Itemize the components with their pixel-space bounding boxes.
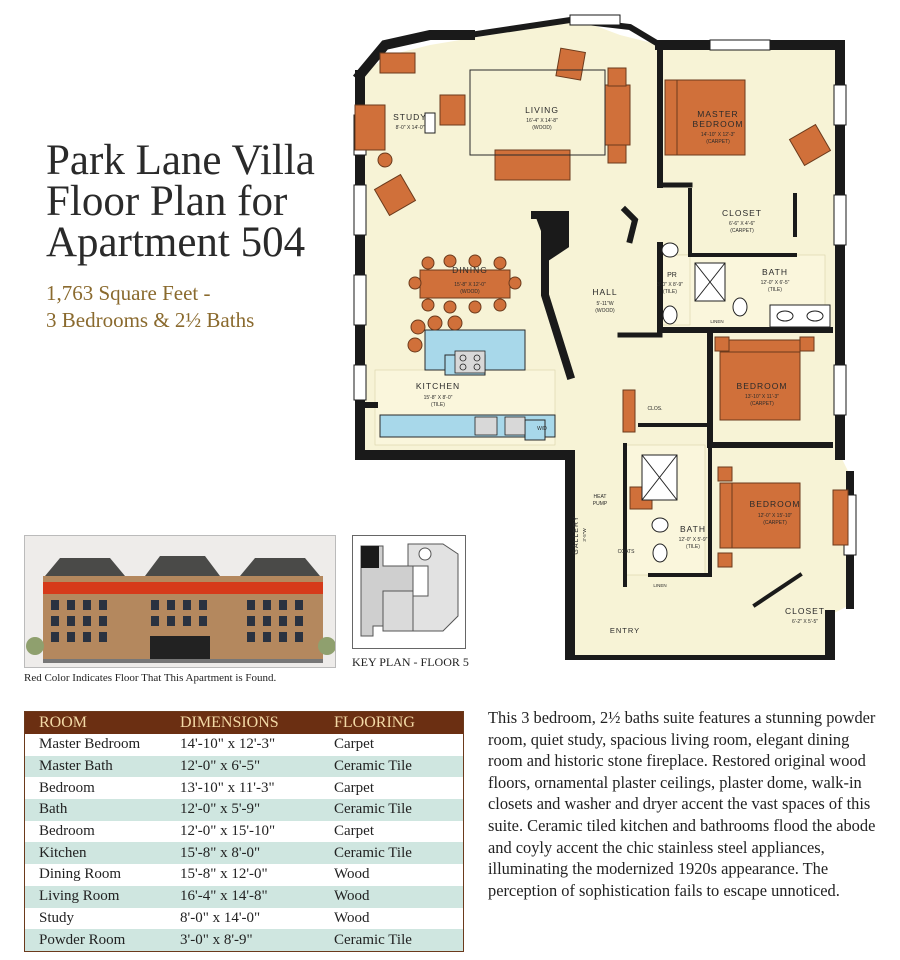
room-floor-bedroom-3: (CARPET) [763,520,787,526]
table-row [25,734,464,756]
table-header-row [25,712,464,735]
table-cell-dimensions: 15'-8" x 12'-0" [166,864,320,886]
table-cell-dimensions: 14'-10" x 12'-3" [166,734,320,756]
building-elevation-image [24,535,336,668]
room-label-wd: W/D [537,426,547,432]
table-cell-flooring: Ceramic Tile [320,756,464,778]
table-cell-room: Master Bedroom [25,734,167,756]
room-dims-closet-master: 6'-6" X 4'-6" [728,221,756,227]
room-dims-study: 8'-0" X 14'-0" [395,125,425,131]
table-row [25,908,464,930]
square-feet-label: 1,763 Square Feet - [46,281,211,305]
table-cell-flooring: Ceramic Tile [320,929,464,951]
key-plan-drawing [353,536,465,648]
table-row [25,799,464,821]
room-dims-dining: 15'-8" X 12'-0" [454,282,486,288]
table-cell-dimensions: 12'-0" x 5'-9" [166,799,320,821]
key-plan-caption: KEY PLAN - FLOOR 5 [352,655,469,669]
title-line: Park Lane Villa [46,137,315,184]
table-cell-room: Bath [25,799,167,821]
room-floor-bedroom-2: (CARPET) [750,401,774,407]
room-label-pr: PR [667,272,677,279]
suite-description: This 3 bedroom, 2½ baths suite features a stunning powder room, quiet study, spacious living room, elegant dining room and historic stone fireplace. Restored original wood floors, ornamental plaster ceilings, plaster dome, walk-in closets and washer and dryer accent the vast spaces of this suite. Ceramic tiled kitchen and bathrooms flood the abode and coyly accent the chic stainless steel appliances, illuminating the modernized 1920s appearance. The perception of sophistication fails to escape unnoticed. [488,708,876,900]
table-cell-flooring: Carpet [320,734,464,756]
room-label-master-1: MASTER [697,109,739,119]
room-label-bedroom-2: BEDROOM [736,381,788,391]
room-dims-gallery: 3'-5"W [582,528,587,542]
room-dims-kitchen: 15'-8" X 8'-0" [423,395,453,401]
table-cell-dimensions: 8'-0" x 14'-0" [166,908,320,930]
table-cell-room: Study [25,908,167,930]
bedrooms-baths-label: 3 Bedrooms & 2½ Baths [46,308,255,332]
room-label-bedroom-3: BEDROOM [749,499,801,509]
room-label-gallery: GALLERY [573,515,580,555]
table-cell-room: Bedroom [25,777,167,799]
table-cell-flooring: Wood [320,864,464,886]
room-label-entry: ENTRY [609,626,641,635]
table-cell-room: Bedroom [25,821,167,843]
title-line: Floor Plan for [46,178,288,225]
room-label-linen-1: LINEN [710,319,724,324]
room-label-closet-master: CLOSET [721,208,763,218]
room-label-kitchen: KITCHEN [415,381,461,391]
table-header-room: ROOM [25,712,167,735]
room-dims-bath-2: 12'-0" X 5'-9" [678,537,708,543]
table-row [25,929,464,951]
table-cell-room: Dining Room [25,864,167,886]
table-row [25,777,464,799]
table-row [25,821,464,843]
room-floor-master: (CARPET) [706,139,730,145]
room-dims-bedroom-3: 12'-0" X 15'-10" [757,513,793,519]
table-cell-room: Living Room [25,886,167,908]
room-floor-bath-master: (TILE) [768,287,782,293]
table-cell-flooring: Wood [320,886,464,908]
table-cell-flooring: Wood [320,908,464,930]
title-line: Apartment 504 [46,219,306,266]
page-title [46,137,346,266]
table-cell-flooring: Ceramic Tile [320,842,464,864]
room-floor-pr: (TILE) [663,289,677,295]
building-caption: Red Color Indicates Floor That This Apartment is Found. [24,672,277,684]
room-dims-hall: 5'-11"W [596,301,614,307]
key-plan-image [352,535,466,649]
room-label-coats: COATS [617,549,635,555]
room-floor-hall: (WOOD) [595,308,615,314]
table-header-dimensions: DIMENSIONS [166,712,320,735]
table-cell-dimensions: 16'-4" x 14'-8" [166,886,320,908]
room-label-dining: DINING [452,265,488,275]
table-header-flooring: FLOORING [320,712,464,735]
room-label-master-2: BEDROOM [692,119,744,129]
room-dims-pr: 3'-0" X 8'-9" [656,282,684,288]
room-label-clos: CLOS. [647,406,663,412]
room-floor-living: (WOOD) [532,125,552,131]
room-label-hall: HALL [592,287,618,297]
room-dims-bath-master: 12'-0" X 6'-5" [760,280,790,286]
room-dims-master: 14'-10" X 12'-3" [700,132,736,138]
table-row [25,842,464,864]
table-cell-dimensions: 15'-8" x 8'-0" [166,842,320,864]
room-label-heat-pump-1: HEAT [593,494,607,500]
table-cell-flooring: Ceramic Tile [320,799,464,821]
room-dimensions-table [24,711,464,952]
room-floor-dining: (WOOD) [460,289,480,295]
building-drawing [25,536,335,667]
room-label-living: LIVING [525,105,559,115]
room-dims-bedroom-2: 13'-10" X 11'-3" [745,394,779,400]
table-row [25,864,464,886]
room-label-heat-pump-2: PUMP [592,501,608,507]
room-label-closet-3: CLOSET [784,606,826,616]
room-dims-closet-3: 6'-2" X 5'-5" [791,619,819,625]
room-floor-closet-master: (CARPET) [730,228,754,234]
table-cell-dimensions: 13'-10" x 11'-3" [166,777,320,799]
table-cell-flooring: Carpet [320,777,464,799]
room-dims-living: 16'-4" X 14'-8" [526,118,558,124]
table-cell-flooring: Carpet [320,821,464,843]
table-cell-dimensions: 12'-0" x 6'-5" [166,756,320,778]
table-row [25,886,464,908]
room-label-bath-2: BATH [679,524,707,534]
table-cell-dimensions: 3'-0" x 8'-9" [166,929,320,951]
room-label-bath-master: BATH [761,267,789,277]
room-label-linen-2: LINEN [653,583,667,588]
page-subtitle [46,280,346,334]
room-floor-bath-2: (TILE) [686,544,700,550]
table-cell-room: Kitchen [25,842,167,864]
table-cell-dimensions: 12'-0" x 15'-10" [166,821,320,843]
table-cell-room: Master Bath [25,756,167,778]
table-cell-room: Powder Room [25,929,167,951]
table-row [25,756,464,778]
room-floor-kitchen: (TILE) [431,402,445,408]
room-label-study: STUDY [393,112,427,122]
